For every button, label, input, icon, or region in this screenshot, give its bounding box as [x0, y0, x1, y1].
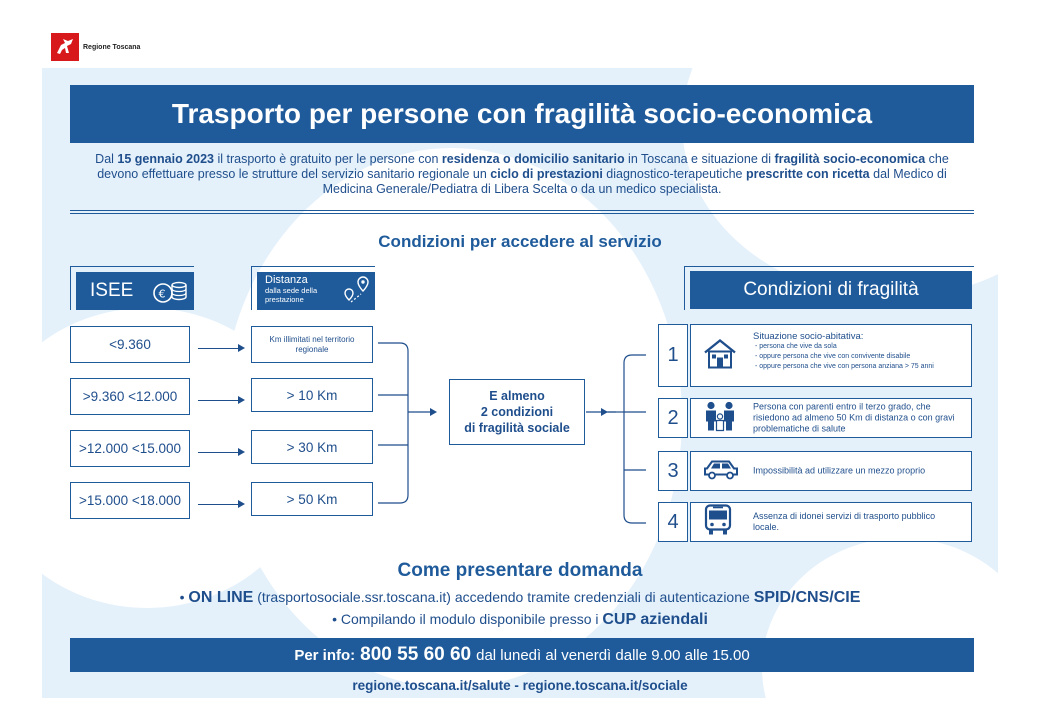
car-icon — [703, 458, 739, 485]
info-bar — [70, 638, 974, 672]
condition-text: Impossibilità ad utilizzare un mezzo proprio — [753, 465, 926, 476]
divider — [70, 213, 974, 214]
distance-row: Km illimitati nel territorio regionale — [251, 326, 373, 363]
center-line: di fragilità sociale — [464, 421, 570, 435]
intro-text: Dal 15 gennaio 2023 il trasporto è gratuito per le persone con residenza o domicilio sanitario in Toscana e situazione di fragilità socio-economica che devono effettuare presso le strutture del servizio sanitario regionale un ciclo di prestazioni diagnostico-terapeutiche prescritte con ricetta dal Medico di Medicina Generale/Pediatra di Libera Scelta o da un medico specialista. — [95, 152, 949, 196]
condition-number: 4 — [658, 502, 688, 542]
page-title: Trasporto per persone con fragilità socio-economica — [70, 85, 974, 143]
arrow-head — [238, 344, 245, 352]
center-requirement — [449, 379, 585, 445]
isee-row: >9.360 <12.000 — [70, 378, 190, 415]
family-icon — [703, 400, 737, 437]
distance-sublabel: dalla sede della prestazione — [265, 286, 318, 304]
euro-coins-icon — [152, 277, 188, 310]
divider — [70, 210, 974, 211]
isee-label: ISEE — [90, 280, 134, 301]
distance-row: > 50 Km — [251, 482, 373, 516]
distance-row: > 10 Km — [251, 378, 373, 412]
arrow-line — [198, 348, 238, 349]
conditions-title: Condizioni per accedere al servizio — [378, 232, 662, 251]
condition-number: 2 — [658, 398, 688, 438]
condition-text — [753, 331, 963, 372]
condition-card — [690, 398, 972, 438]
isee-row: >15.000 <18.000 — [70, 482, 190, 519]
condition-title: Situazione socio-abitativa: — [753, 331, 864, 342]
condition-card — [690, 324, 972, 387]
arrow-line — [198, 504, 238, 505]
condition-number: 1 — [658, 324, 688, 387]
condition-number: 3 — [658, 451, 688, 491]
arrow-line — [198, 452, 238, 453]
footer-links[interactable]: regione.toscana.it/salute - regione.toscana.it/sociale — [352, 678, 688, 693]
route-pin-icon — [341, 275, 371, 312]
info-label: Per info: — [294, 646, 356, 664]
apply-title: Come presentare domanda — [397, 560, 643, 581]
center-line: 2 condizioni — [480, 405, 554, 419]
condition-line: - oppure persona che vive con persona anziana > 75 anni — [755, 363, 934, 370]
condition-text: Assenza di idonei servizi di trasporto pubblico locale. — [753, 511, 936, 532]
arrow-line — [198, 400, 238, 401]
condition-card — [690, 502, 972, 542]
isee-row: <9.360 — [70, 326, 190, 363]
brand-logo — [51, 33, 140, 61]
house-icon — [703, 338, 737, 373]
fragility-header: Condizioni di fragilità — [690, 271, 972, 309]
pegasus-logo-icon — [51, 33, 79, 61]
apply-line-online: • ON LINE (trasportosociale.ssr.toscana.it) accedendo tramite credenziali di autenticazione SPID/CNS/CIE — [179, 589, 861, 606]
arrow-head — [238, 448, 245, 456]
bus-icon — [703, 504, 733, 541]
isee-header — [76, 272, 194, 310]
condition-line: - persona che vive da sola — [755, 343, 837, 350]
right-bracket-connector — [586, 345, 662, 530]
distance-header — [257, 272, 375, 310]
isee-row: >12.000 <15.000 — [70, 430, 190, 467]
info-phone: 800 55 60 60 — [360, 644, 472, 665]
center-line: E almeno — [489, 389, 545, 403]
condition-line: - oppure persona che vive con convivente disabile — [755, 353, 911, 360]
apply-line-cup: • Compilando il modulo disponibile presso i CUP aziendali — [332, 611, 708, 628]
distance-row: > 30 Km — [251, 430, 373, 464]
arrow-head — [238, 500, 245, 508]
distance-label: Distanza — [265, 274, 308, 286]
brand-name: Regione Toscana — [83, 43, 141, 51]
arrow-head — [238, 396, 245, 404]
svg-text:€: € — [158, 287, 166, 301]
condition-text: Persona con parenti entro il terzo grado, che risiedono ad almeno 50 Km di distanza o con gravi problematiche di salute — [753, 401, 955, 434]
condition-card — [690, 451, 972, 491]
info-hours: dal lunedì al venerdì dalle 9.00 alle 15.00 — [476, 646, 750, 664]
left-bracket-connector — [378, 335, 438, 510]
